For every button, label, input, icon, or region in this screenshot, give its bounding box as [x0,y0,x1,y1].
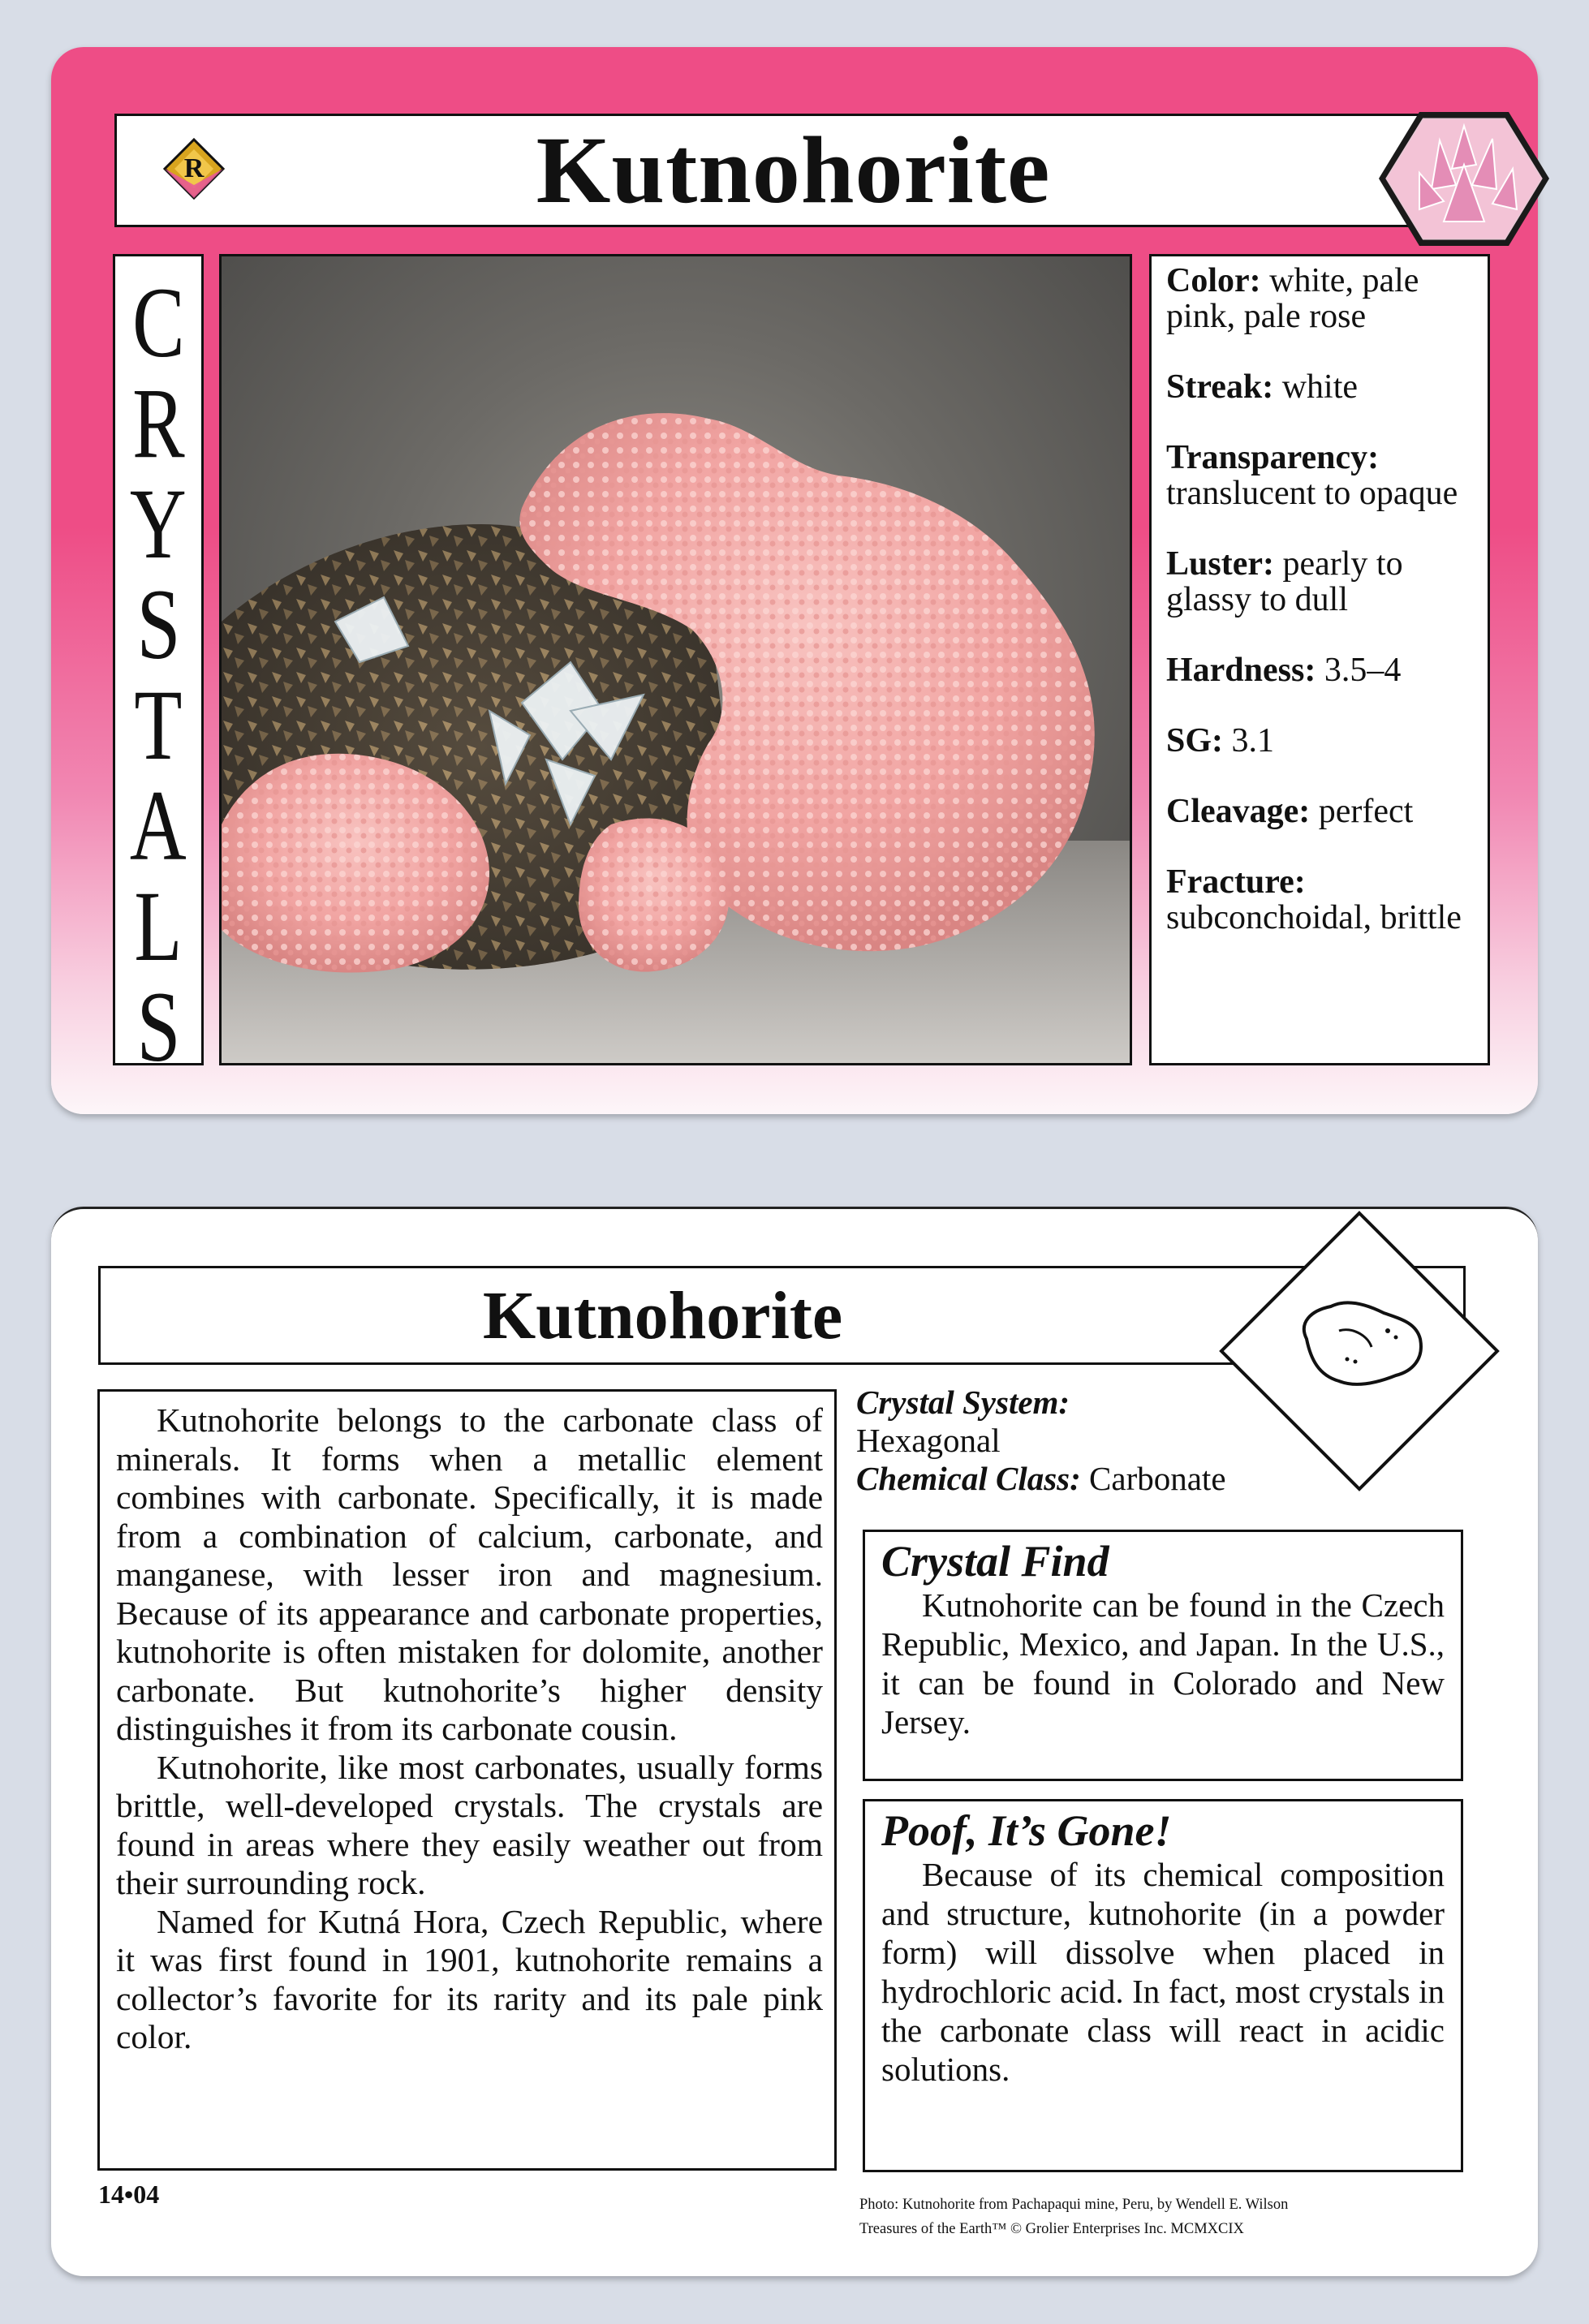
property-transparency [1166,440,1473,511]
poof-text: Because of its chemical composition and structure, kutnohorite (in a powder form) will dissolve when placed in hydrochloric acid. In fact, most crystals in the carbonate class will react in acidic solutions. [881,1856,1445,2088]
rarity-letter: R [183,153,205,183]
category-letter: R [131,368,185,479]
back-title: Kutnohorite [482,1277,843,1354]
front-title: Kutnohorite [536,117,1051,223]
property-value: translucent to opaque [1166,475,1458,512]
properties-panel [1149,254,1490,1065]
property-value: subconchoidal, brittle [1166,899,1462,936]
description-paragraph: Named for Kutná Hora, Czech Republic, where it was first found in 1901, kutnohorite remains a collector’s favorite for its rarity and its pale pink color. [116,1902,823,2055]
crystal-find-text: Kutnohorite can be found in the Czech Republic, Mexico, and Japan. In the U.S., it can be found in Colorado and New Jersey. [881,1586,1445,1741]
category-letter: Y [130,468,187,579]
property-label: Color: [1166,262,1261,299]
property-fracture [1166,864,1473,936]
photo-credit [859,2193,1288,2241]
property-color [1166,263,1473,334]
mineral-photo [219,254,1132,1065]
credit-line: Photo: Kutnohorite from Pachapaqui mine, Peru, by Wendell E. Wilson [859,2197,1289,2213]
property-value: perfect [1310,793,1414,830]
property-label: SG: [1166,722,1224,760]
category-letter: A [130,770,187,881]
crystal-system-label: Crystal System: [856,1384,1070,1421]
property-value: 3.5–4 [1316,652,1402,689]
crystal-find-heading: Crystal Find [881,1537,1109,1586]
property-label: Fracture: [1166,863,1306,901]
property-hardness [1166,652,1473,688]
property-value: white, pale pink, pale rose [1166,262,1419,335]
property-label: Hardness: [1166,652,1316,689]
property-label: Luster: [1166,545,1274,583]
category-vertical-label [113,254,204,1082]
poof-heading: Poof, It’s Gone! [881,1806,1172,1855]
property-label: Transparency: [1166,439,1380,476]
description-paragraph: Kutnohorite, like most carbonates, usually forms brittle, well-developed crystals. The crystals are found in areas where they easily weather out from their surrounding rock. [116,1748,823,1901]
crystal-classification [856,1384,1262,1498]
description-paragraph: Kutnohorite belongs to the carbonate class of minerals. It forms when a metallic element combines with carbonate. Specifically, it is made from a combination of calcium, carbonate, and manganese, with lesser iron and magnesium. Because of its appearance and carbonate properties, kutnohorite is often mistaken for dolomite, another carbonate. But kutnohorite’s higher density distinguishes it from its carbonate cousin. [116,1401,823,1747]
crystal-find-box [863,1530,1463,1781]
property-value: white [1273,368,1359,406]
category-letter: T [134,669,183,781]
property-label: Streak: [1166,368,1274,406]
description-box [97,1389,837,2171]
property-value: 3.1 [1223,722,1275,760]
property-luster [1166,546,1473,618]
back-card [51,1207,1538,2276]
chemical-class-label: Chemical Class: [856,1460,1081,1497]
category-letter: L [134,871,183,982]
category-letter: C [131,267,185,378]
poof-box [863,1799,1463,2172]
crystal-system-value: Hexagonal [856,1422,1001,1459]
category-letter: S [136,569,180,680]
credit-line: Treasures of the Earth™ © Grolier Enterprises Inc. MCMXCIX [859,2221,1244,2237]
property-value: pearly to glassy to dull [1166,545,1403,618]
kutnohorite-specimen-illustration [222,256,1132,1065]
category-letters [115,256,201,1082]
front-title-bar [114,114,1472,227]
property-streak [1166,369,1473,405]
card-number: 14•04 [98,2180,160,2209]
front-card [51,47,1538,1114]
property-sg [1166,723,1473,759]
property-label: Cleavage: [1166,793,1311,830]
property-cleavage [1166,794,1473,829]
chemical-class-value: Carbonate [1080,1460,1226,1497]
category-letter: S [136,971,180,1082]
crystal-cluster-icon [1375,108,1553,250]
